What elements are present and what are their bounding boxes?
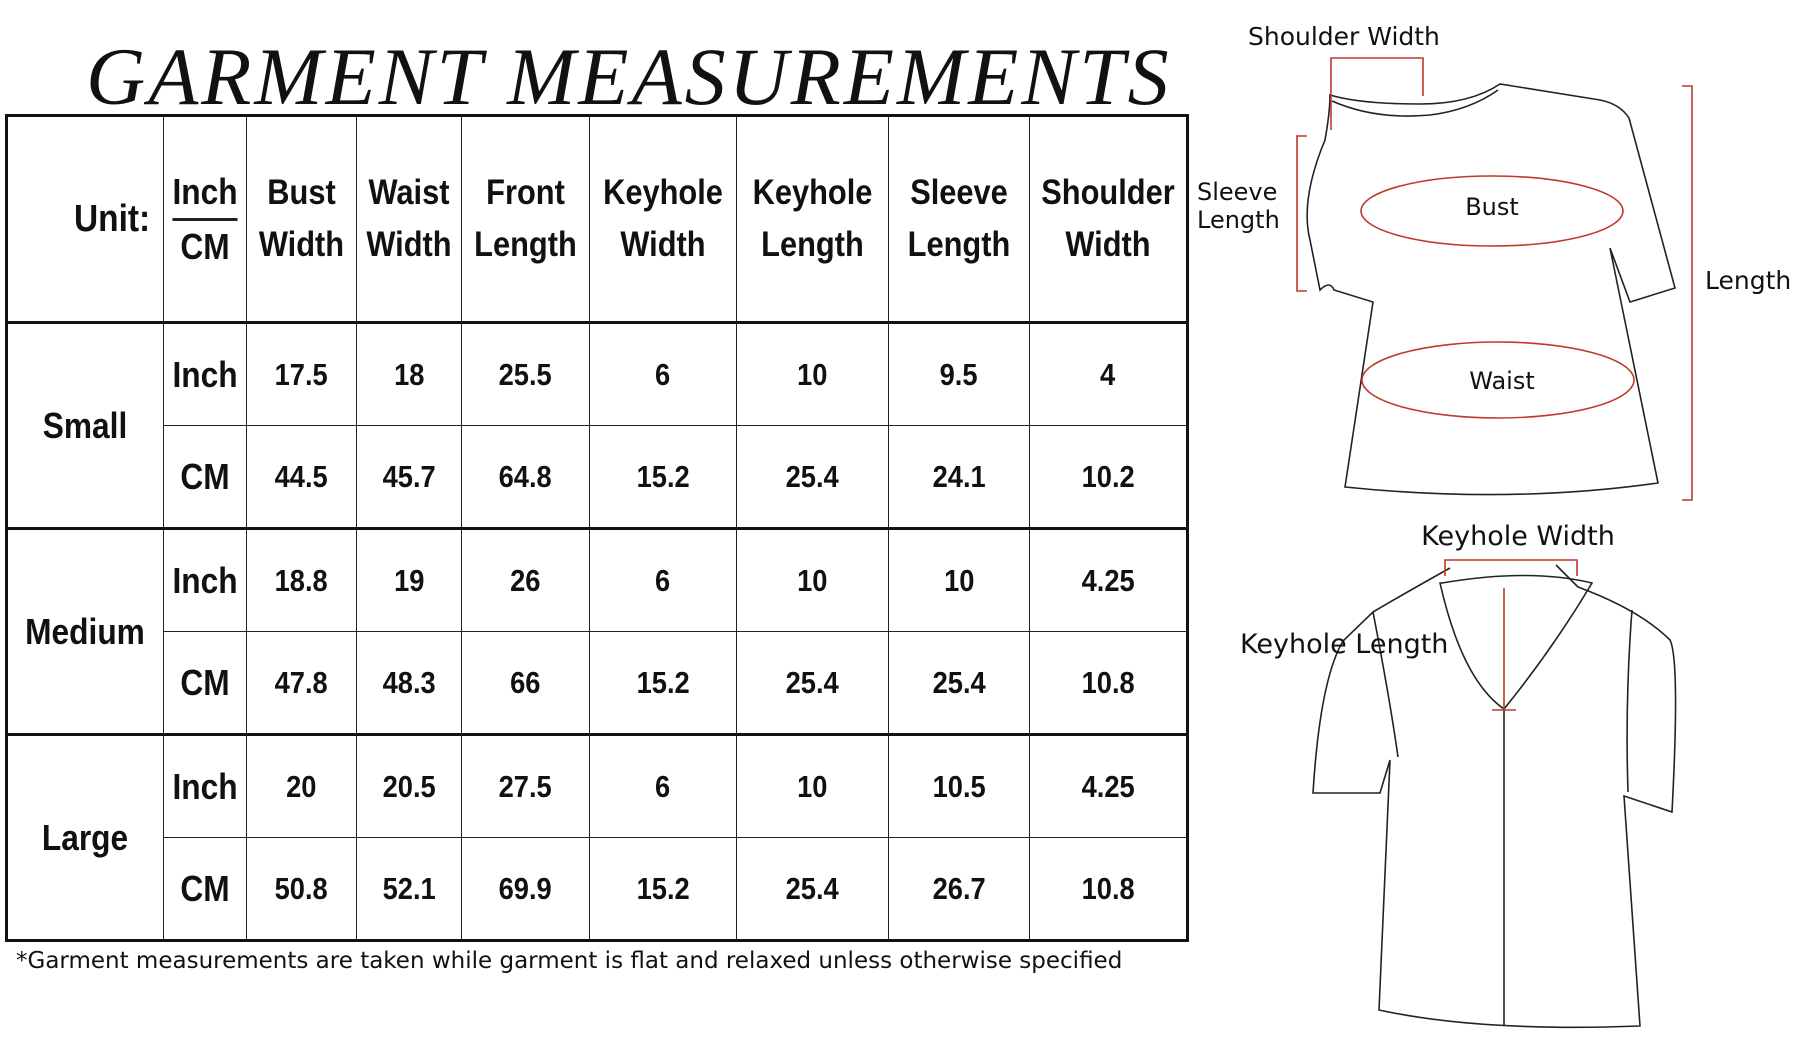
unit-cell: CM bbox=[164, 838, 247, 941]
waist-label: Waist bbox=[1469, 367, 1535, 395]
back-measure-lines bbox=[1445, 560, 1577, 710]
shoulder-width-marker bbox=[1331, 58, 1423, 130]
value-cell: 27.5 bbox=[462, 735, 590, 838]
col-header-keyhole-length: Keyhole Length bbox=[737, 116, 889, 323]
bust-label: Bust bbox=[1465, 193, 1519, 221]
value-cell: 18.8 bbox=[247, 529, 357, 632]
unit-cell: CM bbox=[164, 632, 247, 735]
col-header-waist-width: Waist Width bbox=[357, 116, 462, 323]
size-cell-medium: Medium bbox=[7, 529, 164, 735]
table-row bbox=[7, 529, 1188, 632]
keyhole-length-label: Keyhole Length bbox=[1240, 629, 1449, 660]
sleeve-length-label-line1: Sleeve bbox=[1197, 178, 1278, 206]
front-measure-lines bbox=[1297, 58, 1692, 500]
table-row bbox=[7, 426, 1188, 529]
size-cell-large: Large bbox=[7, 735, 164, 941]
value-cell: 6 bbox=[590, 735, 737, 838]
keyhole-width-marker bbox=[1445, 560, 1577, 576]
table-row bbox=[7, 735, 1188, 838]
unit-option-cm: CM bbox=[180, 225, 230, 267]
value-cell: 15.2 bbox=[590, 632, 737, 735]
value-cell: 48.3 bbox=[357, 632, 462, 735]
value-cell: 69.9 bbox=[462, 838, 590, 941]
value-cell: 50.8 bbox=[247, 838, 357, 941]
page-title: GARMENT MEASUREMENTS bbox=[86, 31, 1172, 122]
value-cell: 10.2 bbox=[1030, 426, 1188, 529]
keyhole-width-label: Keyhole Width bbox=[1421, 521, 1615, 552]
header-row bbox=[7, 116, 1188, 323]
table-row bbox=[7, 838, 1188, 941]
value-cell: 20 bbox=[247, 735, 357, 838]
value-cell: 24.1 bbox=[889, 426, 1030, 529]
value-cell: 20.5 bbox=[357, 735, 462, 838]
garment-diagram bbox=[1180, 0, 1800, 1050]
value-cell: 10 bbox=[737, 735, 889, 838]
value-cell: 47.8 bbox=[247, 632, 357, 735]
col-header-sleeve-length: Sleeve Length bbox=[889, 116, 1030, 323]
unit-label-cell bbox=[7, 116, 164, 323]
value-cell: 4 bbox=[1030, 323, 1188, 426]
length-marker bbox=[1682, 86, 1692, 500]
value-cell: 45.7 bbox=[357, 426, 462, 529]
value-cell: 26 bbox=[462, 529, 590, 632]
value-cell: 52.1 bbox=[357, 838, 462, 941]
value-cell: 9.5 bbox=[889, 323, 1030, 426]
value-cell: 6 bbox=[590, 323, 737, 426]
unit-cell: Inch bbox=[164, 323, 247, 426]
sleeve-length-marker bbox=[1297, 136, 1307, 291]
value-cell: 10 bbox=[889, 529, 1030, 632]
shoulder-width-label: Shoulder Width bbox=[1248, 22, 1440, 51]
value-cell: 15.2 bbox=[590, 838, 737, 941]
unit-options-cell bbox=[164, 116, 247, 323]
front-garment-outline bbox=[1307, 84, 1675, 495]
value-cell: 19 bbox=[357, 529, 462, 632]
value-cell: 4.25 bbox=[1030, 735, 1188, 838]
value-cell: 10 bbox=[737, 529, 889, 632]
table-row bbox=[7, 632, 1188, 735]
size-cell-small: Small bbox=[7, 323, 164, 529]
value-cell: 44.5 bbox=[247, 426, 357, 529]
value-cell: 64.8 bbox=[462, 426, 590, 529]
value-cell: 26.7 bbox=[889, 838, 1030, 941]
value-cell: 25.4 bbox=[737, 632, 889, 735]
length-label: Length bbox=[1705, 266, 1792, 295]
value-cell: 15.2 bbox=[590, 426, 737, 529]
value-cell: 25.4 bbox=[737, 838, 889, 941]
unit-cell: Inch bbox=[164, 735, 247, 838]
table-row bbox=[7, 323, 1188, 426]
unit-option-inch: Inch bbox=[172, 166, 237, 221]
measurements-table bbox=[5, 114, 1189, 942]
col-header-front-length: Front Length bbox=[462, 116, 590, 323]
value-cell: 10.8 bbox=[1030, 838, 1188, 941]
value-cell: 10.8 bbox=[1030, 632, 1188, 735]
sleeve-length-label-line2: Length bbox=[1197, 206, 1280, 234]
value-cell: 17.5 bbox=[247, 323, 357, 426]
value-cell: 4.25 bbox=[1030, 529, 1188, 632]
value-cell: 25.5 bbox=[462, 323, 590, 426]
value-cell: 66 bbox=[462, 632, 590, 735]
value-cell: 25.4 bbox=[889, 632, 1030, 735]
unit-cell: Inch bbox=[164, 529, 247, 632]
value-cell: 25.4 bbox=[737, 426, 889, 529]
value-cell: 18 bbox=[357, 323, 462, 426]
keyhole-length-marker bbox=[1492, 588, 1516, 710]
col-header-bust-width: Bust Width bbox=[247, 116, 357, 323]
value-cell: 10.5 bbox=[889, 735, 1030, 838]
value-cell: 10 bbox=[737, 323, 889, 426]
value-cell: 6 bbox=[590, 529, 737, 632]
unit-cell: CM bbox=[164, 426, 247, 529]
unit-label: Unit: bbox=[74, 197, 151, 240]
col-header-shoulder-width: Shoulder Width bbox=[1030, 116, 1188, 323]
col-header-keyhole-width: Keyhole Width bbox=[590, 116, 737, 323]
footnote: *Garment measurements are taken while garment is flat and relaxed unless otherwise specified bbox=[16, 948, 1123, 974]
